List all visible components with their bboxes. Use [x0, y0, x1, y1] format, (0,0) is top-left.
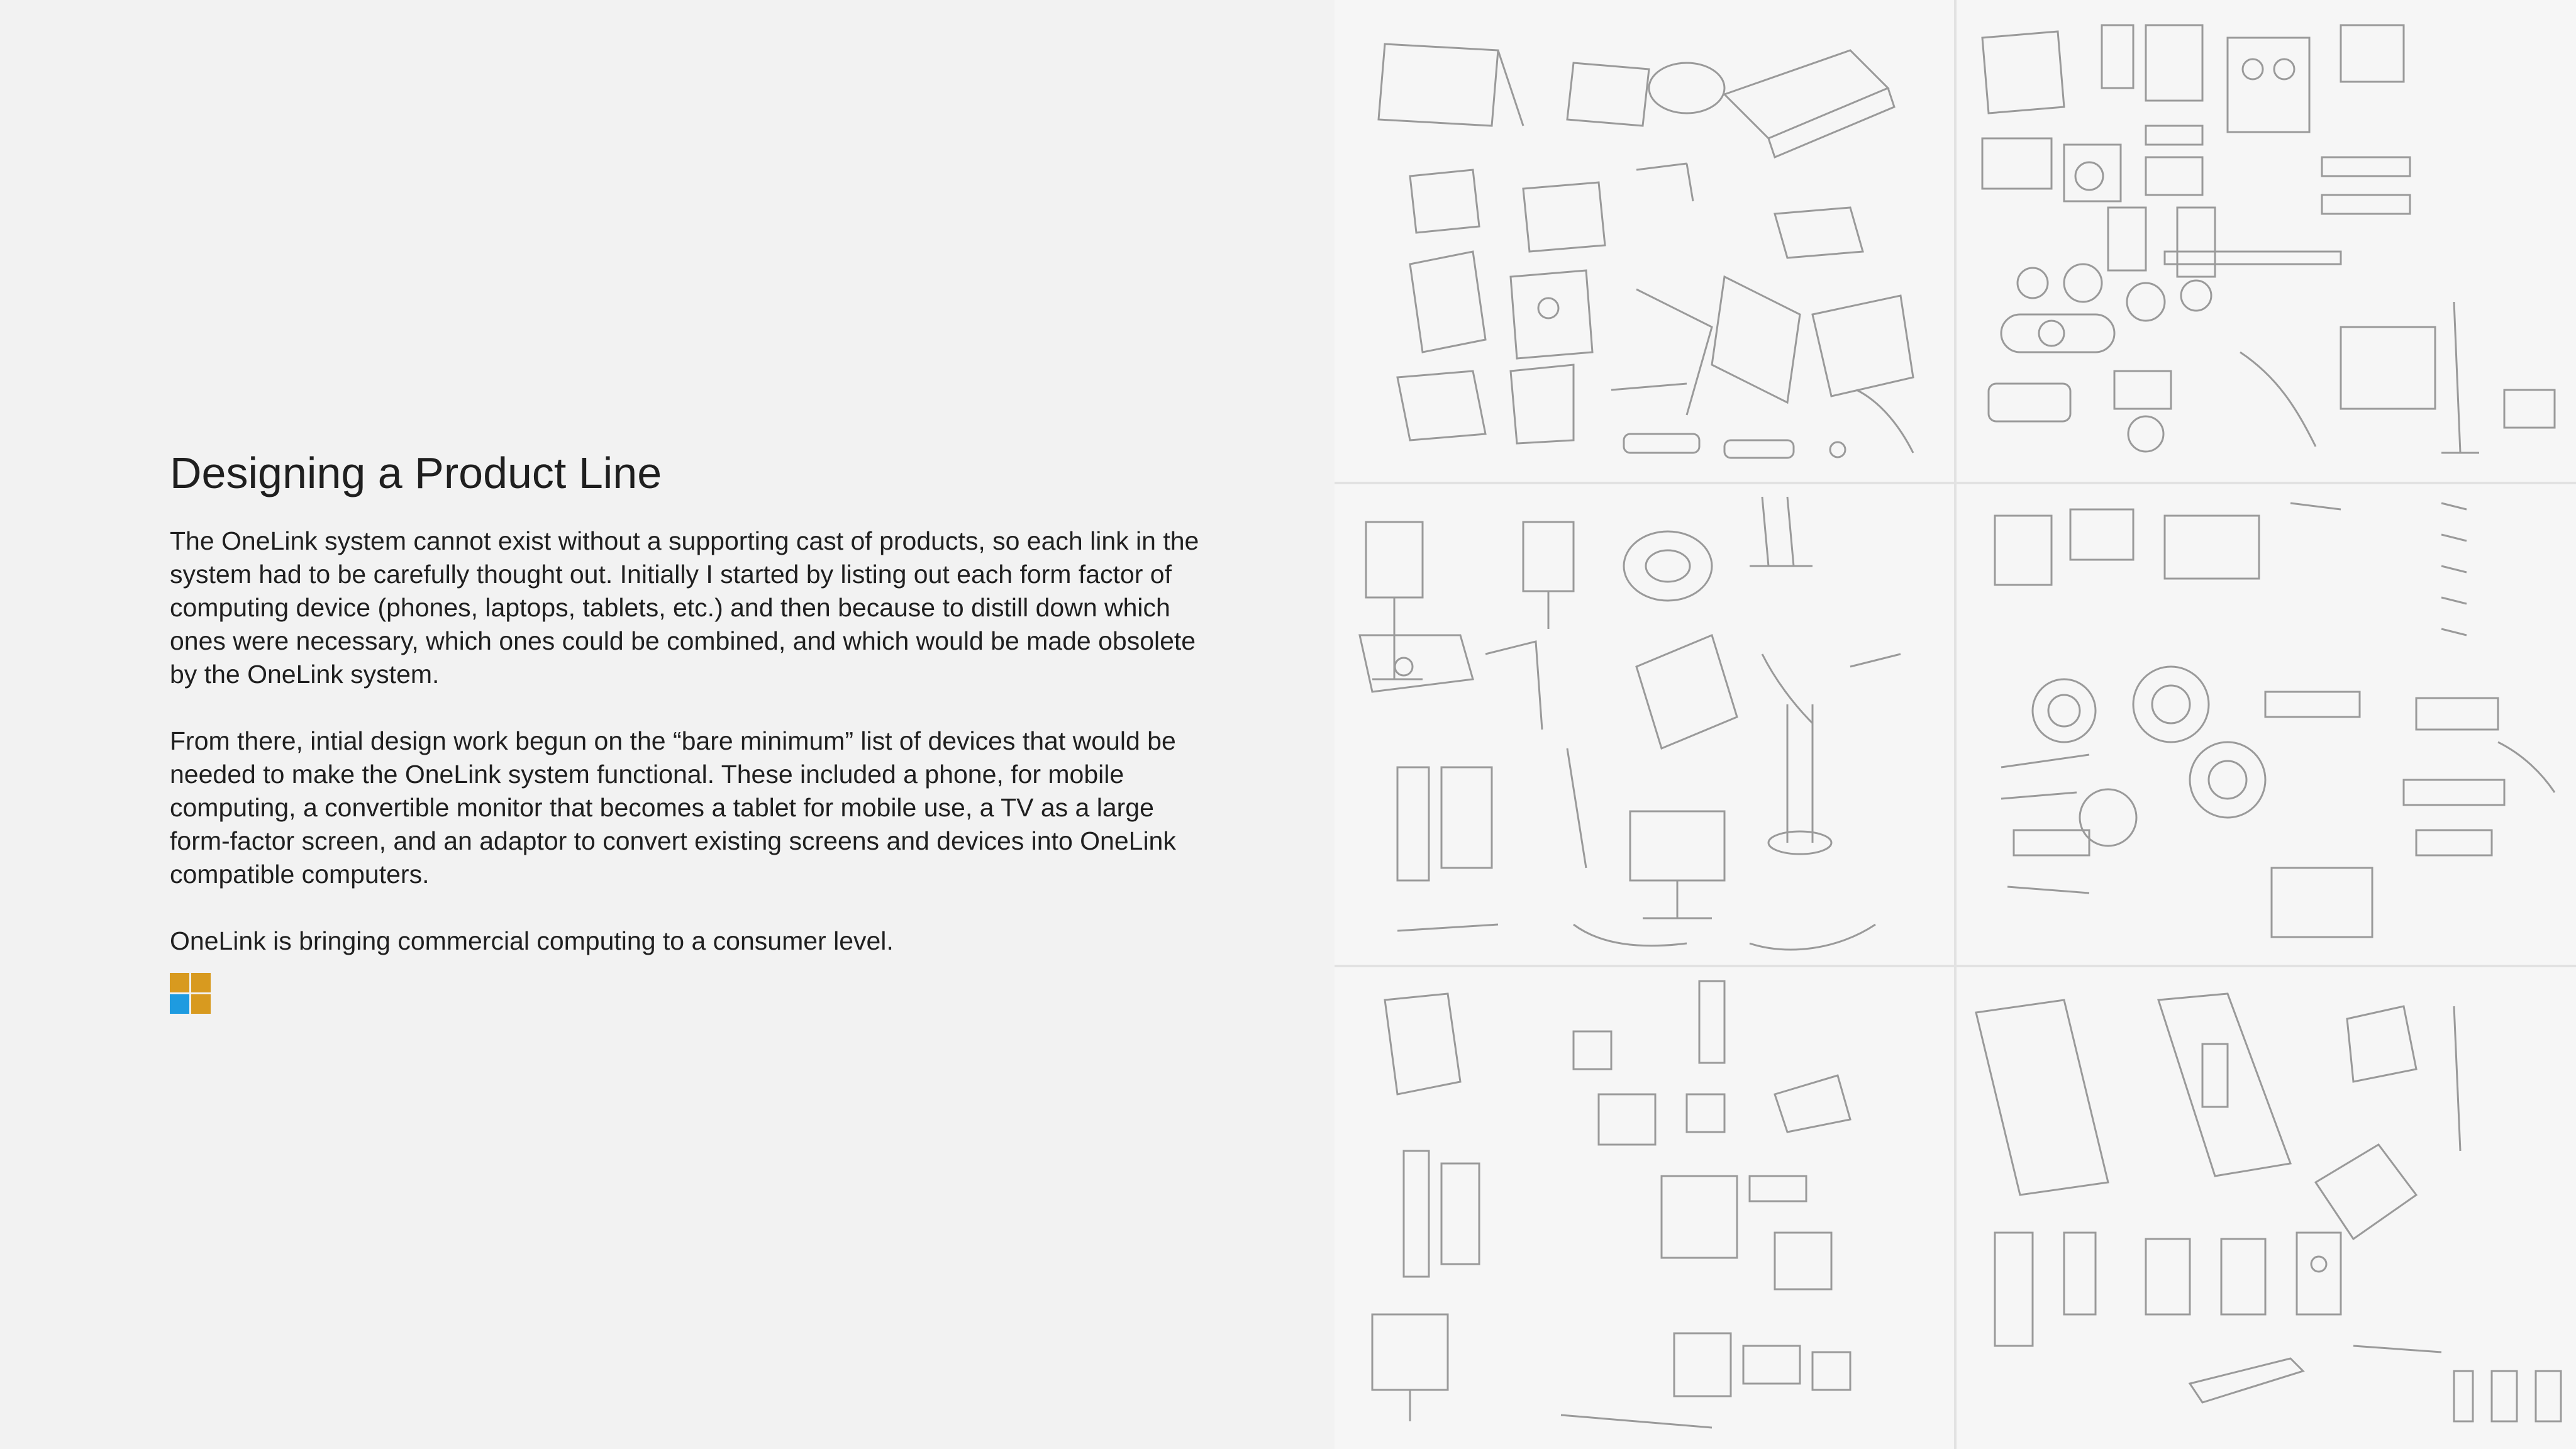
logo-square-bottom-left [170, 994, 189, 1014]
sketch-collage-svg [1335, 0, 2576, 1449]
sketch-panel-monitors [1379, 44, 1913, 458]
logo-square-top-left [170, 973, 189, 992]
logo-square-top-right [191, 973, 211, 992]
closing-paragraph: OneLink is bringing commercial computing to a consumer level. [170, 926, 894, 955]
sketch-collage [1335, 0, 2576, 1449]
page-title: Designing a Product Line [170, 448, 662, 497]
four-squares-logo-icon [170, 973, 211, 1014]
sketch-panel-phones [1976, 994, 2561, 1421]
sketch-panel-stands [1360, 497, 1901, 950]
text-column [170, 447, 1201, 1014]
design-paragraph: From there, intial design work begun on the “bare minimum” list of devices that would be needed to make the OneLink system functional. These included a phone, for mobile computing, a convertible monitor that becomes a tablet for mobile use, a TV as a large form-factor screen, and an adaptor to convert existing screens and devices into OneLink compatible computers. [170, 726, 1176, 889]
sketch-panel-adapters [1995, 503, 2555, 937]
intro-paragraph: The OneLink system cannot exist without a supporting cast of products, so each link in the system had to be carefully thought out. Initially I started by listing out each form factor of computing device (phones, laptops, tablets, etc.) and then because to distill down which ones were necessary, which ones could be combined, and which would be made obsolete by the OneLink system. [170, 526, 1199, 689]
sketch-panel-hubs [1372, 981, 1850, 1428]
sketch-panel-devices [1982, 25, 2555, 453]
logo-square-bottom-right [191, 994, 211, 1014]
